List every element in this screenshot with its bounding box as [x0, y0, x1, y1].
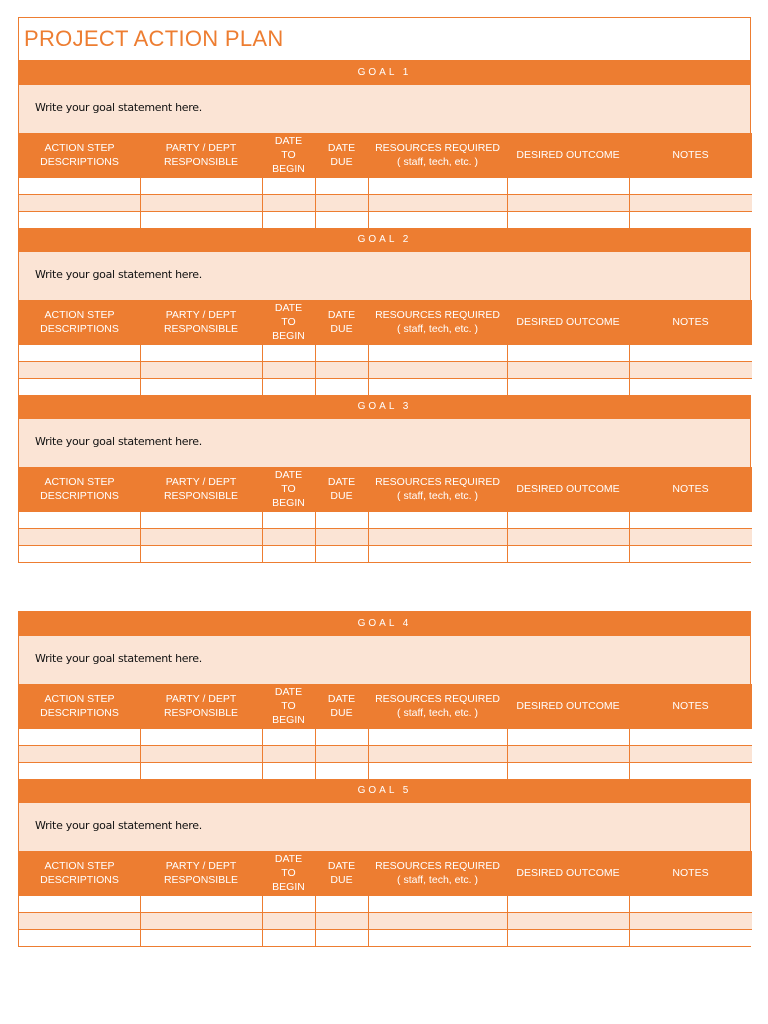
column-header: ACTION STEP DESCRIPTIONS [19, 851, 140, 896]
table-cell[interactable] [140, 212, 262, 229]
column-header: DATE TO BEGIN [262, 684, 315, 729]
table-cell[interactable] [368, 529, 507, 546]
table-row [19, 746, 752, 763]
table-cell[interactable] [507, 212, 629, 229]
table-row [19, 195, 752, 212]
column-header: RESOURCES REQUIRED ( staff, tech, etc. ) [368, 851, 507, 896]
column-header: RESOURCES REQUIRED ( staff, tech, etc. ) [368, 300, 507, 345]
column-header: DESIRED OUTCOME [507, 684, 629, 729]
table-cell[interactable] [507, 529, 629, 546]
table-cell[interactable] [19, 930, 140, 947]
column-header: PARTY / DEPT RESPONSIBLE [140, 684, 262, 729]
goal-statement-field[interactable]: Write your goal statement here. [19, 636, 750, 684]
table-cell[interactable] [19, 345, 140, 362]
table-cell[interactable] [315, 195, 368, 212]
table-cell[interactable] [368, 362, 507, 379]
table-cell[interactable] [262, 529, 315, 546]
table-cell[interactable] [507, 746, 629, 763]
table-cell[interactable] [19, 746, 140, 763]
goal-block-1 [19, 61, 750, 228]
table-header-row [19, 851, 752, 896]
table-cell[interactable] [140, 512, 262, 529]
action-plan-sheet-2 [18, 611, 751, 947]
goal-statement-field[interactable]: Write your goal statement here. [19, 85, 750, 133]
table-cell[interactable] [315, 913, 368, 930]
table-cell[interactable] [507, 512, 629, 529]
table-cell[interactable] [262, 913, 315, 930]
table-cell[interactable] [140, 763, 262, 780]
table-row [19, 345, 752, 362]
table-row [19, 379, 752, 396]
table-cell[interactable] [19, 763, 140, 780]
column-header: PARTY / DEPT RESPONSIBLE [140, 300, 262, 345]
table-cell[interactable] [315, 345, 368, 362]
goal-statement-field[interactable]: Write your goal statement here. [19, 252, 750, 300]
table-row [19, 729, 752, 746]
column-header: NOTES [629, 133, 752, 178]
column-header: DATE DUE [315, 851, 368, 896]
column-header: DATE TO BEGIN [262, 851, 315, 896]
table-cell[interactable] [507, 362, 629, 379]
table-cell[interactable] [507, 930, 629, 947]
table-row [19, 763, 752, 780]
table-cell[interactable] [507, 178, 629, 195]
table-cell[interactable] [629, 379, 752, 396]
table-cell[interactable] [629, 512, 752, 529]
table-cell[interactable] [629, 212, 752, 229]
table-cell[interactable] [315, 546, 368, 563]
column-header: DATE DUE [315, 684, 368, 729]
table-cell[interactable] [262, 763, 315, 780]
table-cell[interactable] [315, 212, 368, 229]
table-cell[interactable] [368, 546, 507, 563]
column-header: ACTION STEP DESCRIPTIONS [19, 684, 140, 729]
table-cell[interactable] [262, 896, 315, 913]
page-title: PROJECT ACTION PLAN [19, 18, 750, 61]
column-header: RESOURCES REQUIRED ( staff, tech, etc. ) [368, 684, 507, 729]
table-cell[interactable] [140, 529, 262, 546]
table-row [19, 913, 752, 930]
table-cell[interactable] [368, 896, 507, 913]
table-cell[interactable] [315, 512, 368, 529]
table-cell[interactable] [368, 379, 507, 396]
table-cell[interactable] [368, 913, 507, 930]
column-header: PARTY / DEPT RESPONSIBLE [140, 851, 262, 896]
goal-header: GOAL 3 [19, 395, 750, 419]
goal-header: GOAL 2 [19, 228, 750, 252]
table-cell[interactable] [507, 896, 629, 913]
table-cell[interactable] [368, 345, 507, 362]
table-cell[interactable] [368, 763, 507, 780]
table-cell[interactable] [315, 529, 368, 546]
table-cell[interactable] [262, 345, 315, 362]
table-cell[interactable] [19, 362, 140, 379]
table-cell[interactable] [368, 178, 507, 195]
table-cell[interactable] [629, 546, 752, 563]
table-cell[interactable] [262, 746, 315, 763]
table-cell[interactable] [368, 930, 507, 947]
table-cell[interactable] [140, 896, 262, 913]
table-cell[interactable] [140, 729, 262, 746]
table-cell[interactable] [140, 379, 262, 396]
column-header: DATE DUE [315, 467, 368, 512]
table-cell[interactable] [368, 212, 507, 229]
table-cell[interactable] [507, 345, 629, 362]
goal-header: GOAL 1 [19, 61, 750, 85]
column-header: DATE TO BEGIN [262, 467, 315, 512]
table-cell[interactable] [19, 896, 140, 913]
table-cell[interactable] [19, 529, 140, 546]
action-plan-sheet-1 [18, 17, 751, 563]
table-cell[interactable] [19, 379, 140, 396]
goal-statement-field[interactable]: Write your goal statement here. [19, 803, 750, 851]
table-cell[interactable] [262, 362, 315, 379]
table-cell[interactable] [19, 546, 140, 563]
table-cell[interactable] [368, 729, 507, 746]
table-cell[interactable] [507, 729, 629, 746]
table-cell[interactable] [262, 729, 315, 746]
table-cell[interactable] [507, 195, 629, 212]
table-cell[interactable] [19, 178, 140, 195]
column-header: DESIRED OUTCOME [507, 851, 629, 896]
table-cell[interactable] [315, 178, 368, 195]
table-cell[interactable] [315, 746, 368, 763]
column-header: DATE TO BEGIN [262, 133, 315, 178]
table-cell[interactable] [262, 379, 315, 396]
goal-block-3 [19, 395, 750, 562]
column-header: DATE DUE [315, 133, 368, 178]
table-cell[interactable] [262, 546, 315, 563]
table-cell[interactable] [629, 362, 752, 379]
goal-block-5 [19, 779, 750, 946]
table-row [19, 512, 752, 529]
table-cell[interactable] [315, 379, 368, 396]
table-cell[interactable] [315, 930, 368, 947]
table-cell[interactable] [140, 930, 262, 947]
table-cell[interactable] [507, 546, 629, 563]
table-cell[interactable] [262, 195, 315, 212]
column-header: DESIRED OUTCOME [507, 467, 629, 512]
table-cell[interactable] [629, 529, 752, 546]
goal-statement-field[interactable]: Write your goal statement here. [19, 419, 750, 467]
table-cell[interactable] [140, 178, 262, 195]
table-cell[interactable] [140, 746, 262, 763]
column-header: NOTES [629, 684, 752, 729]
table-cell[interactable] [140, 546, 262, 563]
table-header-row [19, 300, 752, 345]
table-cell[interactable] [507, 763, 629, 780]
table-row [19, 529, 752, 546]
table-row [19, 212, 752, 229]
table-cell[interactable] [507, 379, 629, 396]
table-cell[interactable] [315, 729, 368, 746]
table-cell[interactable] [629, 913, 752, 930]
table-cell[interactable] [19, 512, 140, 529]
action-steps-table [19, 133, 752, 228]
table-cell[interactable] [368, 195, 507, 212]
action-steps-table [19, 851, 752, 946]
column-header: ACTION STEP DESCRIPTIONS [19, 133, 140, 178]
column-header: ACTION STEP DESCRIPTIONS [19, 467, 140, 512]
goal-header: GOAL 4 [19, 612, 750, 636]
table-cell[interactable] [368, 746, 507, 763]
table-header-row [19, 684, 752, 729]
goal-header: GOAL 5 [19, 779, 750, 803]
goal-block-2 [19, 228, 750, 395]
table-row [19, 178, 752, 195]
table-cell[interactable] [262, 930, 315, 947]
table-cell[interactable] [140, 345, 262, 362]
table-row [19, 362, 752, 379]
table-cell[interactable] [140, 195, 262, 212]
table-cell[interactable] [507, 913, 629, 930]
table-cell[interactable] [262, 212, 315, 229]
table-cell[interactable] [262, 512, 315, 529]
column-header: DESIRED OUTCOME [507, 133, 629, 178]
column-header: DESIRED OUTCOME [507, 300, 629, 345]
table-cell[interactable] [629, 195, 752, 212]
column-header: ACTION STEP DESCRIPTIONS [19, 300, 140, 345]
column-header: RESOURCES REQUIRED ( staff, tech, etc. ) [368, 133, 507, 178]
column-header: DATE DUE [315, 300, 368, 345]
table-header-row [19, 467, 752, 512]
table-cell[interactable] [140, 362, 262, 379]
table-cell[interactable] [315, 763, 368, 780]
action-steps-table [19, 684, 752, 779]
table-row [19, 930, 752, 947]
table-cell[interactable] [629, 746, 752, 763]
table-cell[interactable] [19, 195, 140, 212]
action-steps-table [19, 467, 752, 562]
table-cell[interactable] [19, 729, 140, 746]
table-cell[interactable] [140, 913, 262, 930]
table-header-row [19, 133, 752, 178]
column-header: DATE TO BEGIN [262, 300, 315, 345]
table-cell[interactable] [629, 729, 752, 746]
goal-block-4 [19, 612, 750, 779]
table-cell[interactable] [262, 178, 315, 195]
table-cell[interactable] [629, 178, 752, 195]
action-steps-table [19, 300, 752, 395]
table-cell[interactable] [629, 930, 752, 947]
table-row [19, 896, 752, 913]
column-header: NOTES [629, 851, 752, 896]
table-cell[interactable] [315, 362, 368, 379]
table-cell[interactable] [368, 512, 507, 529]
column-header: PARTY / DEPT RESPONSIBLE [140, 133, 262, 178]
table-cell[interactable] [315, 896, 368, 913]
table-cell[interactable] [629, 896, 752, 913]
column-header: NOTES [629, 467, 752, 512]
table-row [19, 546, 752, 563]
column-header: NOTES [629, 300, 752, 345]
table-cell[interactable] [629, 763, 752, 780]
column-header: PARTY / DEPT RESPONSIBLE [140, 467, 262, 512]
column-header: RESOURCES REQUIRED ( staff, tech, etc. ) [368, 467, 507, 512]
table-cell[interactable] [629, 345, 752, 362]
table-cell[interactable] [19, 913, 140, 930]
table-cell[interactable] [19, 212, 140, 229]
